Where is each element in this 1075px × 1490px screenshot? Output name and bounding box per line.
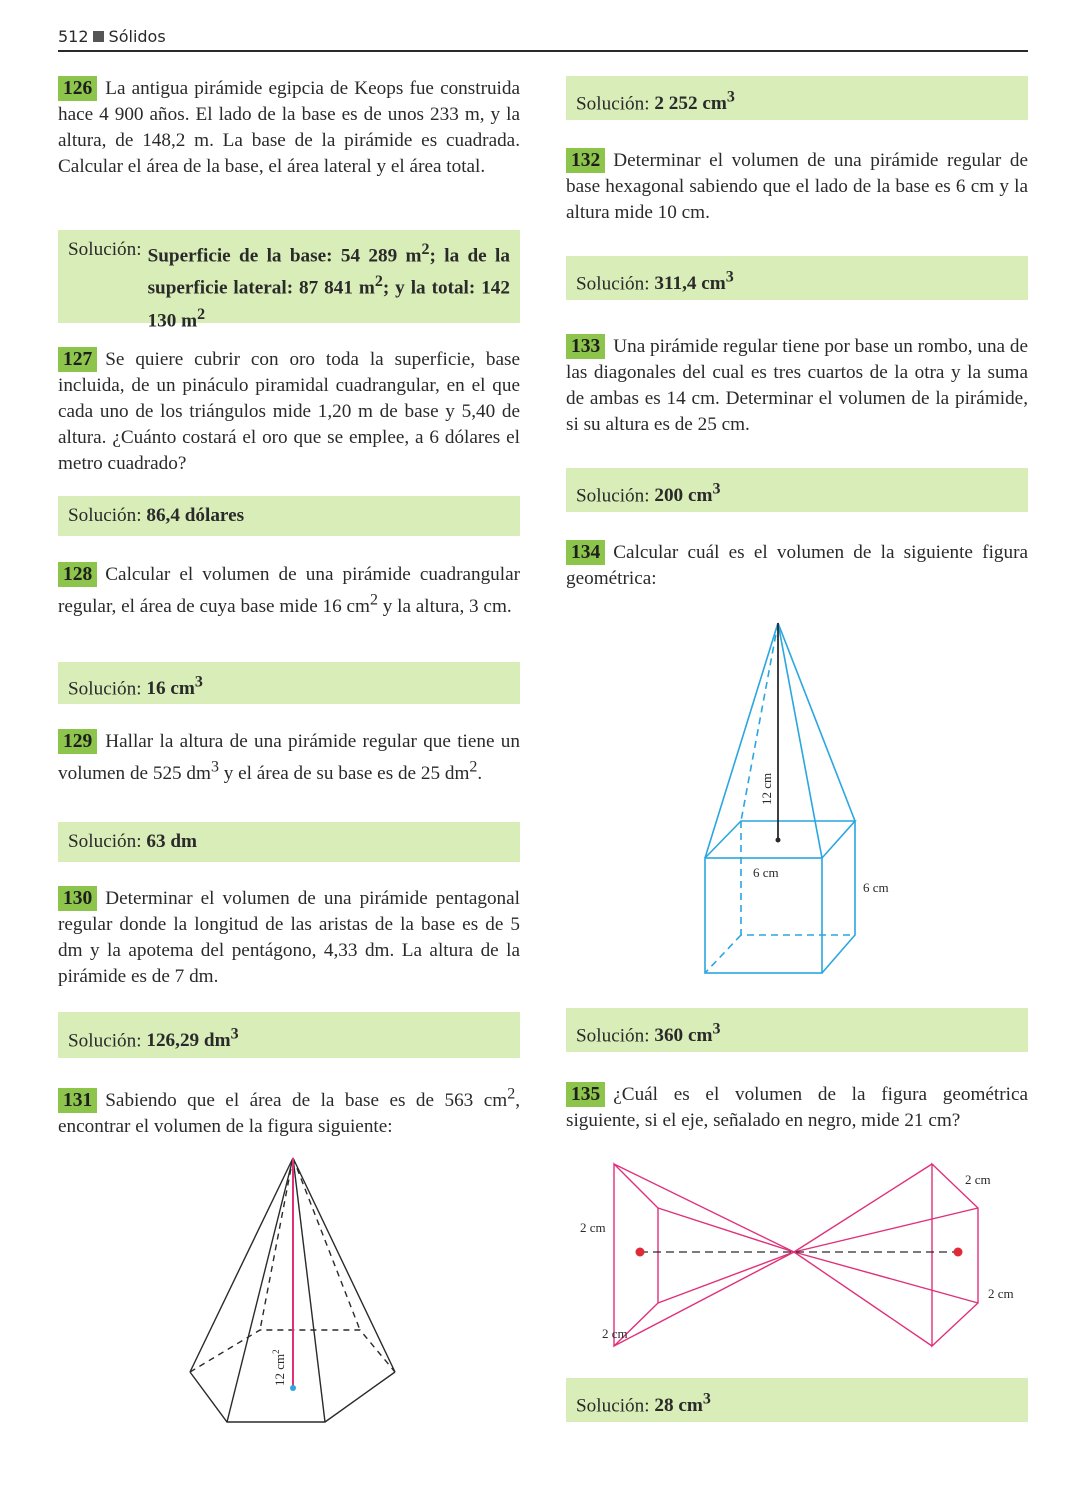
problem-number: 134 <box>566 540 605 565</box>
edge <box>614 1164 794 1252</box>
solution-131 <box>566 76 1028 120</box>
solution-132 <box>566 256 1028 300</box>
solution-label: Solución: <box>576 1025 650 1047</box>
problem-text: Sabiendo que el área de la base es de 563 $cm^2$, encontrar el volumen de la figura siguiente: <box>58 1086 520 1138</box>
problem-126 <box>58 76 520 180</box>
problem-127 <box>58 347 520 477</box>
problem-134 <box>566 540 1028 592</box>
solution-label: Solución: <box>576 1395 650 1417</box>
problem-text: ¿Cuál es el volumen de la figura geométrica siguiente, si el eje, señalado en negro, mide 21 cm? <box>566 1084 1028 1131</box>
solution-134 <box>566 1008 1028 1052</box>
height-label: 12 $cm^2$ <box>271 1349 287 1386</box>
problem-number: 129 <box>58 729 97 754</box>
solution-value: 126,29 $dm^3$ <box>146 1026 239 1052</box>
section-title: Sólidos <box>108 27 166 46</box>
problem-number: 131 <box>58 1088 97 1113</box>
pyramid-edge <box>778 623 855 821</box>
problem-text: Se quiere cubrir con oro toda la superficie, base incluida, de un pináculo piramidal cuadrangular, en el que cada uno de los triángulos mide 1,20 m de base y 5,40 de altura. ¿Cuánto costará el oro que se emplee, a 6 dólares el metro cuadrado? <box>58 349 520 474</box>
solution-value: 86,4 dólares <box>146 505 245 526</box>
pyramid-edge <box>778 623 822 858</box>
lateral-edge <box>293 1158 325 1422</box>
solution-label: Solución: <box>576 273 650 295</box>
problem-133 <box>566 334 1028 438</box>
figure-134-cube-pyramid <box>695 615 915 985</box>
solution-value: 360 $cm^3$ <box>654 1021 721 1047</box>
label-left-depth: 2 cm <box>602 1326 628 1341</box>
problem-number: 127 <box>58 347 97 372</box>
solution-label: Solución: <box>68 831 142 852</box>
problem-132 <box>566 148 1028 226</box>
problem-text: La antigua pirámide egipcia de Keops fue construida hace 4 900 años. El lado de la base es de unos 233 m, y la altura, de 148,2 m. La base de la pirámide es cuadrada. Calcular el área de la base, el área lateral y el área total. <box>58 78 520 177</box>
problem-text: Calcular cuál es el volumen de la siguiente figura geométrica: <box>566 542 1028 589</box>
solution-label: Solución: <box>68 1030 142 1052</box>
solution-135 <box>566 1378 1028 1422</box>
solution-129 <box>58 822 520 862</box>
solution-133 <box>566 468 1028 512</box>
problem-number: 135 <box>566 1082 605 1107</box>
solution-value: 2 252 $cm^3$ <box>654 89 735 115</box>
solution-value: 200 $cm^3$ <box>654 481 721 507</box>
header-square-icon <box>93 31 104 42</box>
hidden-lateral-edge <box>260 1158 293 1330</box>
solution-126 <box>58 230 520 332</box>
cube-hidden-edge <box>705 935 741 973</box>
label-right-depth: 2 cm <box>965 1172 991 1187</box>
edge <box>794 1252 978 1303</box>
problem-130 <box>58 886 520 990</box>
figure-135-double-pyramid <box>576 1158 1026 1358</box>
center-point <box>776 838 781 843</box>
side-label-right: 6 cm <box>863 880 889 895</box>
problem-number: 126 <box>58 76 97 101</box>
problem-128 <box>58 562 520 620</box>
problem-number: 130 <box>58 886 97 911</box>
problem-text: Determinar el volumen de una pirámide regular de base hexagonal sabiendo que el lado de la base es 6 cm y la altura mide 10 cm. <box>566 150 1028 223</box>
solution-value: 16 $cm^3$ <box>146 674 203 700</box>
problem-135 <box>566 1082 1028 1134</box>
problem-129 <box>58 729 520 787</box>
solution-130 <box>58 1012 520 1058</box>
solution-value: 311,4 $cm^3$ <box>654 269 734 295</box>
solution-127 <box>58 496 520 536</box>
edge <box>658 1208 794 1252</box>
solution-label: Solución: <box>68 239 142 260</box>
solution-label: Solución: <box>68 505 142 526</box>
problem-131 <box>58 1082 520 1140</box>
base-center-point <box>290 1385 296 1391</box>
problem-number: 128 <box>58 562 97 587</box>
lateral-edge <box>190 1158 293 1372</box>
height-label: 12 cm <box>759 772 774 805</box>
problem-text: Calcular el volumen de una pirámide cuadrangular regular, el área de cuya base mide 16 $cm^2$ y la altura, 3 cm. <box>58 564 520 618</box>
edge <box>794 1208 978 1252</box>
solution-value: 63 dm <box>146 831 197 852</box>
label-left-height: 2 cm <box>580 1220 606 1235</box>
problem-number: 133 <box>566 334 605 359</box>
edge <box>614 1252 794 1346</box>
problem-text: Determinar el volumen de una pirámide pentagonal regular donde la longitud de las aristas de la base es de 5 dm y la apotema del pentágono, 4,33 dm. La altura de la pirámide es de 7 dm. <box>58 888 520 987</box>
cube-right-edges <box>822 821 855 973</box>
axis-left-point <box>636 1248 645 1257</box>
page-header <box>58 26 1028 52</box>
edge <box>794 1164 932 1252</box>
label-right-height: 2 cm <box>988 1286 1014 1301</box>
problem-text: Hallar la altura de una pirámide regular que tiene un volumen de 525 $dm^3$ y el área de su base es de 25 $dm^2$. <box>58 731 520 785</box>
solution-label: Solución: <box>576 485 650 507</box>
page-number: 512 <box>58 27 89 46</box>
left-base <box>614 1164 658 1346</box>
edge <box>658 1252 794 1303</box>
figure-131-hexagonal-pyramid <box>180 1150 420 1450</box>
problem-number: 132 <box>566 148 605 173</box>
solution-value: 28 $cm^3$ <box>654 1391 711 1417</box>
solution-128 <box>58 662 520 704</box>
header-text <box>58 27 166 46</box>
problem-text: Una pirámide regular tiene por base un rombo, una de las diagonales del cual es tres cuartos de la otra y la suma de ambas es 14 cm. Determinar el volumen de la pirámide, si su altura es de 25 cm. <box>566 336 1028 435</box>
side-label-front: 6 cm <box>753 865 779 880</box>
lateral-edge <box>293 1158 395 1372</box>
solution-value: Superficie de la base: 54 289 $m^2$; la de la superficie lateral: 87 841 $m^2$; y la total: 142 130 $m^2$ <box>147 241 510 332</box>
axis-right-point <box>954 1248 963 1257</box>
edge <box>794 1252 932 1346</box>
solution-label: Solución: <box>576 93 650 115</box>
solution-label: Solución: <box>68 678 142 700</box>
